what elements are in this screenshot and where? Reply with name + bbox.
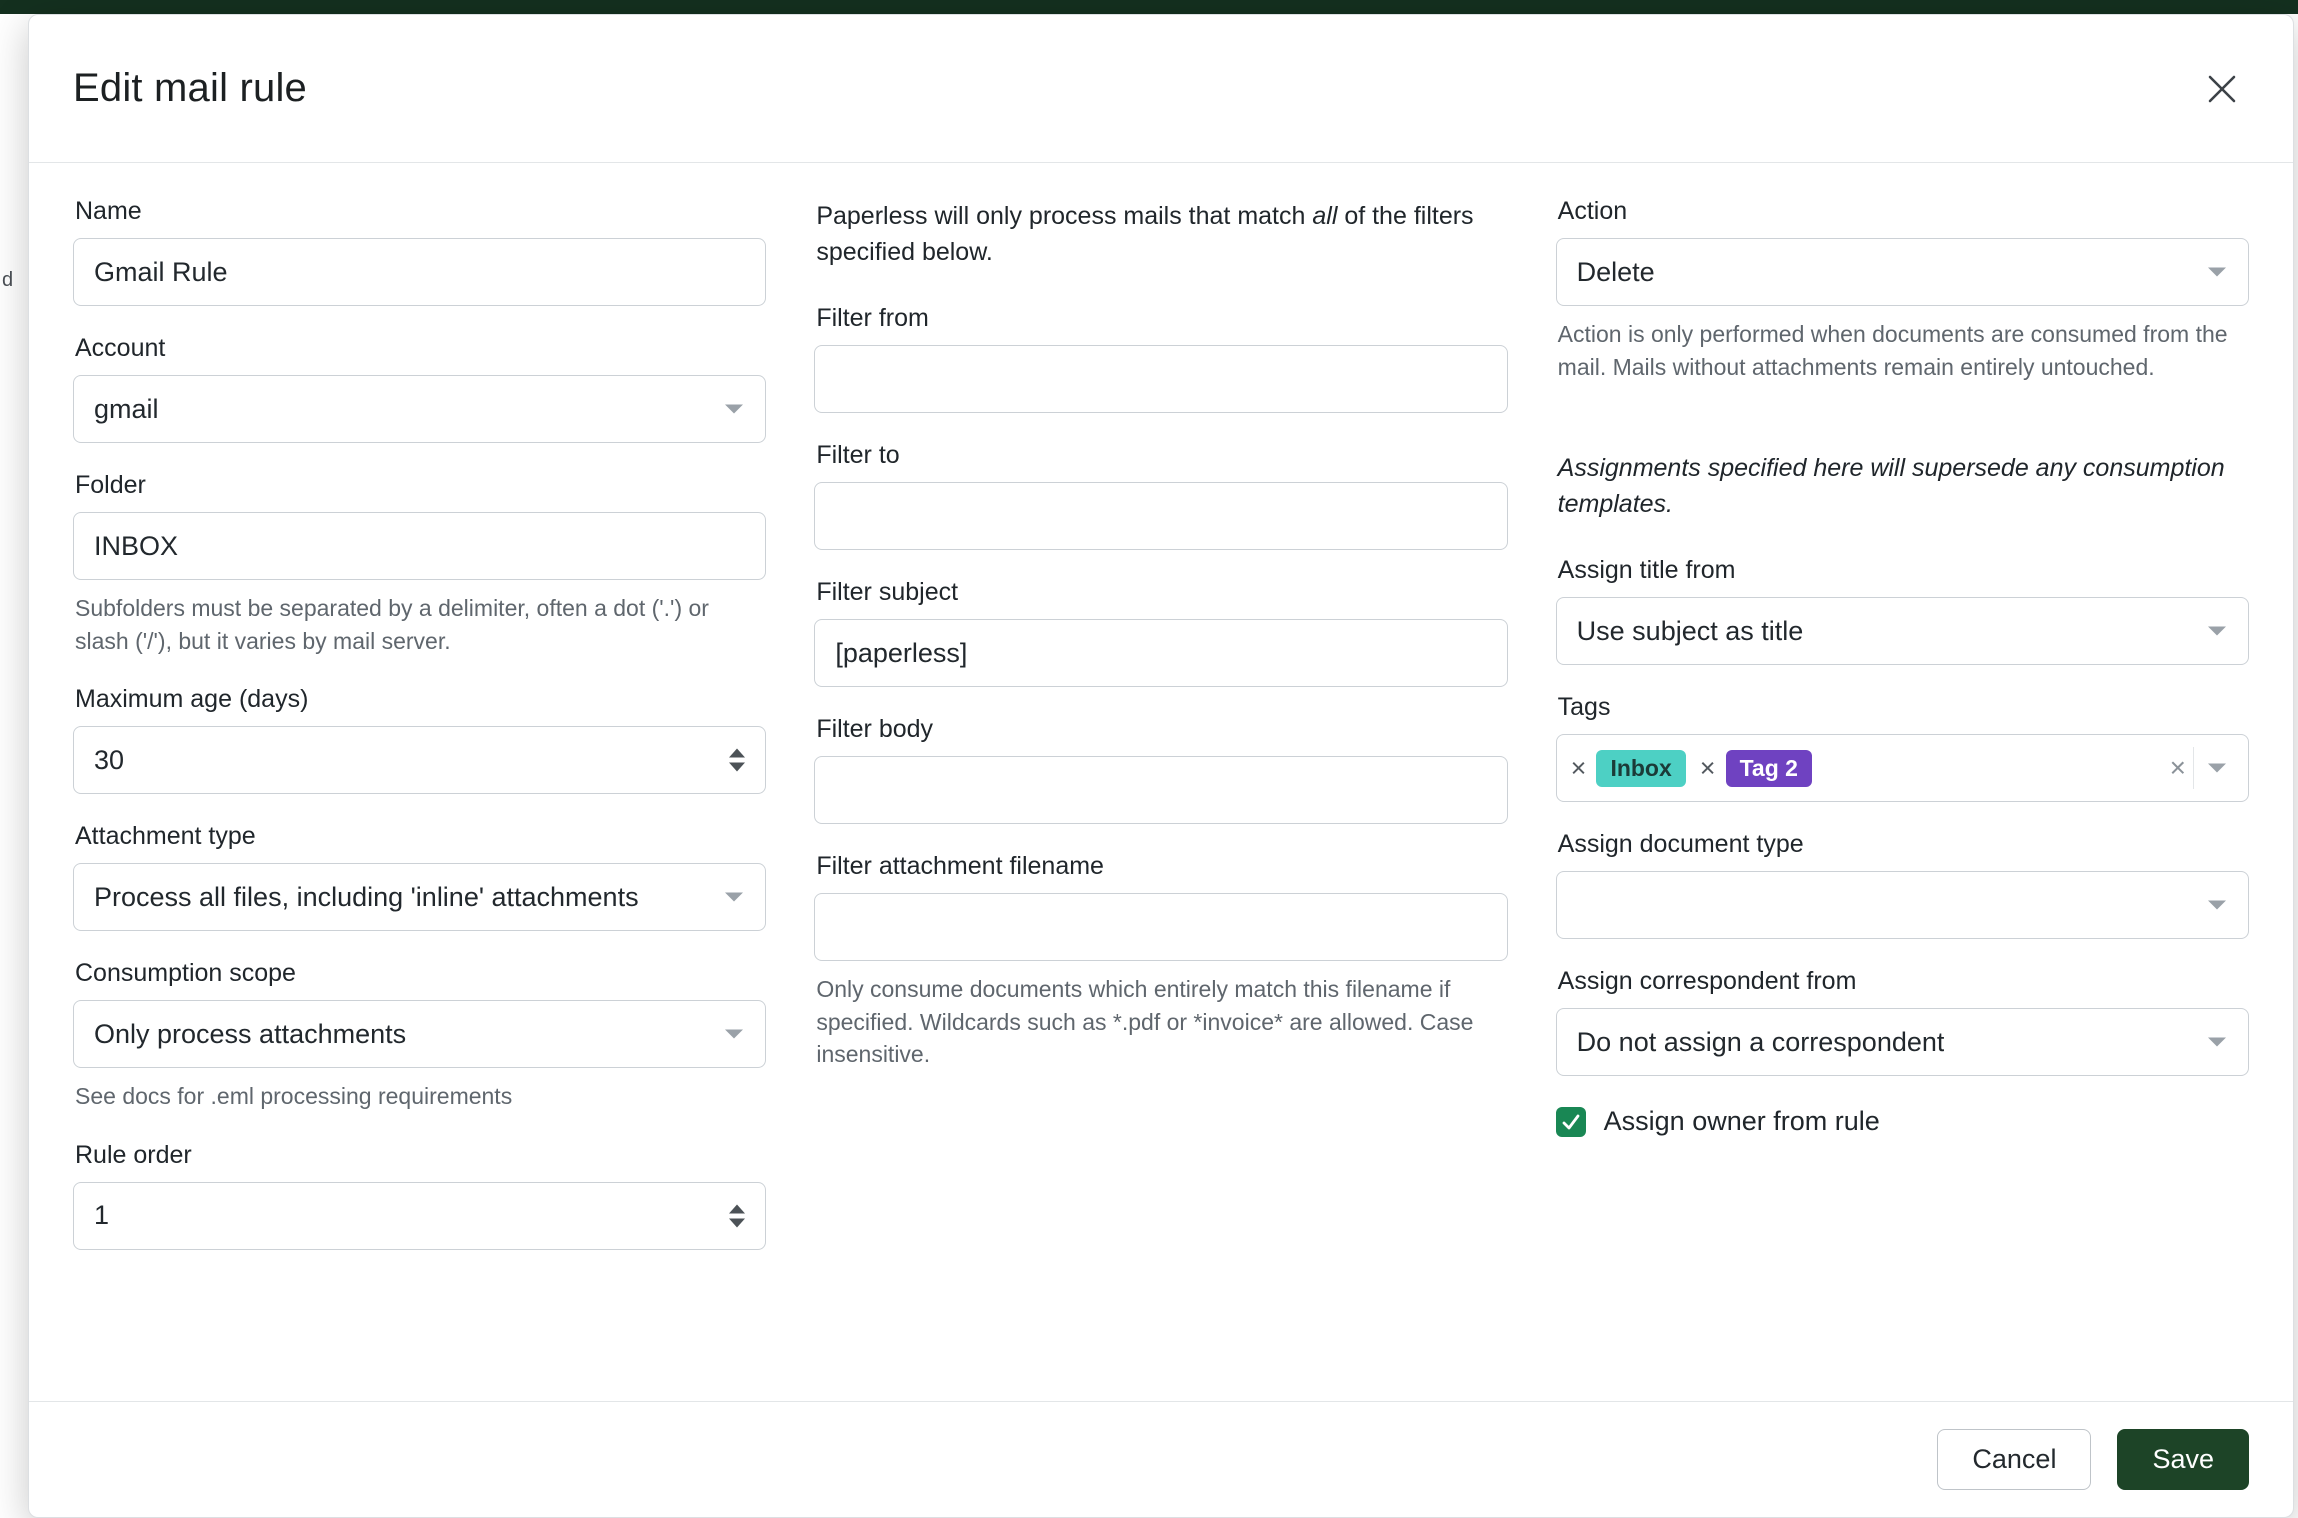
assign-owner-label: Assign owner from rule bbox=[1603, 1106, 1880, 1137]
window-top-strip bbox=[0, 0, 2298, 14]
account-label: Account bbox=[75, 334, 166, 362]
consumption-scope-hint: See docs for .eml processing requirements bbox=[75, 1083, 513, 1110]
chevron-down-icon[interactable] bbox=[2208, 764, 2226, 773]
remove-tag-icon[interactable]: × bbox=[1699, 752, 1716, 783]
column-filters bbox=[814, 197, 1507, 1401]
field-assign-correspondent-from bbox=[1556, 967, 2249, 1076]
field-tags bbox=[1556, 693, 2249, 802]
page-title: Edit mail rule bbox=[73, 66, 307, 110]
chevron-down-icon bbox=[2208, 627, 2226, 636]
action-label: Action bbox=[1557, 197, 1628, 225]
field-rule-order bbox=[73, 1141, 766, 1250]
filter-to-label: Filter to bbox=[816, 441, 900, 469]
tag-badge: Tag 2 bbox=[1726, 750, 1812, 787]
maximum-age-field bbox=[73, 726, 766, 794]
background-sidebar-text: d bbox=[2, 269, 14, 291]
quantity-stepper[interactable] bbox=[729, 749, 745, 772]
check-icon bbox=[1561, 1112, 1581, 1132]
attachment-type-select[interactable] bbox=[73, 863, 766, 931]
field-folder bbox=[73, 471, 766, 657]
maximum-age-value: 30 bbox=[94, 744, 125, 775]
attachment-type-label: Attachment type bbox=[75, 822, 256, 851]
save-button[interactable]: Save bbox=[2117, 1429, 2249, 1490]
filter-subject-input[interactable] bbox=[814, 619, 1507, 687]
chevron-down-icon bbox=[725, 893, 743, 902]
filters-description-emphasis: all bbox=[1312, 202, 1338, 230]
filter-body-input[interactable] bbox=[814, 756, 1507, 824]
filter-from-label: Filter from bbox=[816, 304, 929, 332]
field-consumption-scope bbox=[73, 959, 766, 1113]
close-icon[interactable] bbox=[2195, 62, 2249, 116]
close-icon-glyph bbox=[2202, 69, 2242, 109]
field-filter-from bbox=[814, 304, 1507, 413]
tag-item bbox=[1700, 750, 1812, 787]
clear-icon[interactable]: × bbox=[2169, 752, 2186, 784]
field-maximum-age bbox=[73, 685, 766, 794]
filters-description-prefix: Paperless will only process mails that match bbox=[816, 202, 1313, 230]
account-select[interactable] bbox=[73, 375, 766, 443]
filters-description bbox=[816, 199, 1506, 270]
rule-order-value: 1 bbox=[94, 1200, 110, 1231]
filter-to-input[interactable] bbox=[814, 482, 1507, 550]
filter-attachment-filename-input[interactable] bbox=[814, 893, 1507, 961]
chevron-down-icon bbox=[2208, 901, 2226, 910]
field-filter-attachment-filename bbox=[814, 852, 1507, 1071]
cancel-button[interactable]: Cancel bbox=[1937, 1429, 2091, 1490]
filter-attachment-filename-label: Filter attachment filename bbox=[816, 852, 1104, 880]
assign-document-type-label: Assign document type bbox=[1557, 830, 1804, 859]
spacer bbox=[1556, 411, 2249, 451]
field-action bbox=[1556, 197, 2249, 383]
field-filter-to bbox=[814, 441, 1507, 550]
column-actions bbox=[1556, 197, 2249, 1401]
consumption-scope-value: Only process attachments bbox=[94, 1018, 407, 1049]
assign-title-from-value: Use subject as title bbox=[1576, 615, 1804, 646]
chevron-down-icon bbox=[725, 1030, 743, 1039]
field-name bbox=[73, 197, 766, 306]
name-label: Name bbox=[75, 197, 142, 225]
divider bbox=[2193, 747, 2194, 789]
column-general bbox=[73, 197, 766, 1401]
filter-attachment-filename-hint: Only consume documents which entirely match this filename if specified. Wildcards such as *.pdf or *invoice* are allowed. Case insensitive. bbox=[816, 976, 1474, 1068]
rule-order-field bbox=[73, 1182, 766, 1250]
filters-description-suffix: of the filters specified below. bbox=[816, 202, 1474, 266]
filter-subject-label: Filter subject bbox=[816, 578, 959, 606]
field-filter-body bbox=[814, 715, 1507, 824]
tag-item bbox=[1571, 750, 1686, 787]
action-value: Delete bbox=[1576, 256, 1655, 287]
remove-tag-icon[interactable]: × bbox=[1570, 752, 1587, 783]
consumption-scope-label: Consumption scope bbox=[75, 959, 296, 988]
dialog-body bbox=[29, 163, 2293, 1401]
quantity-stepper[interactable] bbox=[729, 1204, 745, 1227]
stepper-up-icon[interactable] bbox=[729, 1204, 745, 1213]
consumption-scope-select[interactable] bbox=[73, 1000, 766, 1068]
edit-mail-rule-dialog bbox=[28, 14, 2294, 1518]
stepper-down-icon[interactable] bbox=[729, 1218, 745, 1227]
dialog-header bbox=[29, 15, 2293, 163]
assign-correspondent-from-value: Do not assign a correspondent bbox=[1576, 1026, 1945, 1057]
rule-order-label: Rule order bbox=[75, 1140, 192, 1169]
chevron-down-icon bbox=[725, 405, 743, 414]
dialog-footer bbox=[29, 1401, 2293, 1517]
filter-from-input[interactable] bbox=[814, 345, 1507, 413]
folder-hint: Subfolders must be separated by a delimiter, often a dot ('.') or slash ('/'), but it varies by mail server. bbox=[75, 595, 709, 654]
filter-body-label: Filter body bbox=[816, 715, 934, 743]
field-assign-title-from bbox=[1556, 556, 2249, 665]
folder-label: Folder bbox=[75, 471, 146, 499]
stepper-up-icon[interactable] bbox=[729, 749, 745, 758]
folder-input[interactable] bbox=[73, 512, 766, 580]
assign-correspondent-from-label: Assign correspondent from bbox=[1557, 967, 1857, 996]
action-hint: Action is only performed when documents are consumed from the mail. Mails without attachments remain entirely untouched. bbox=[1557, 321, 2228, 380]
tags-label: Tags bbox=[1557, 693, 1611, 722]
field-account bbox=[73, 334, 766, 443]
maximum-age-label: Maximum age (days) bbox=[75, 685, 309, 714]
stepper-down-icon[interactable] bbox=[729, 763, 745, 772]
field-assign-document-type bbox=[1556, 830, 2249, 939]
action-select[interactable] bbox=[1556, 238, 2249, 306]
assign-document-type-select[interactable] bbox=[1556, 871, 2249, 939]
assign-title-from-select[interactable] bbox=[1556, 597, 2249, 665]
chevron-down-icon bbox=[2208, 268, 2226, 277]
assign-correspondent-from-select[interactable] bbox=[1556, 1008, 2249, 1076]
field-filter-subject bbox=[814, 578, 1507, 687]
name-input[interactable] bbox=[73, 238, 766, 306]
field-assign-owner-from-rule bbox=[1556, 1106, 2249, 1137]
chevron-down-icon bbox=[2208, 1038, 2226, 1047]
attachment-type-value: Process all files, including 'inline' attachments bbox=[94, 881, 639, 912]
field-attachment-type bbox=[73, 822, 766, 931]
assign-owner-checkbox[interactable] bbox=[1556, 1107, 1586, 1137]
tags-input[interactable] bbox=[1556, 734, 2249, 802]
assign-title-from-label: Assign title from bbox=[1557, 556, 1736, 585]
tag-badge: Inbox bbox=[1596, 750, 1685, 787]
account-value: gmail bbox=[94, 393, 159, 424]
assignments-note: Assignments specified here will supersede any consumption templates. bbox=[1557, 454, 2225, 518]
